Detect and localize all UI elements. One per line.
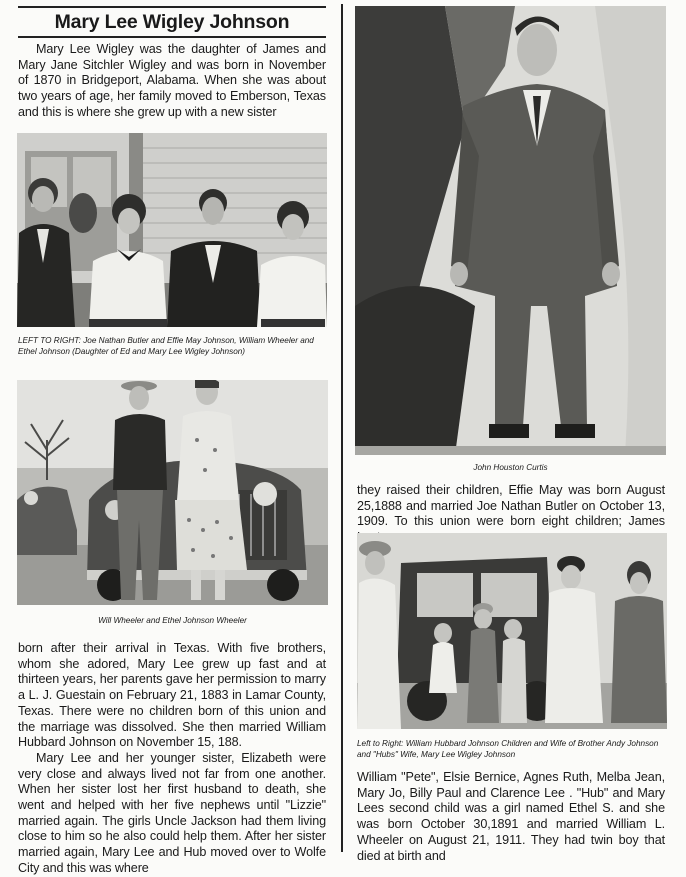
body-paragraph-3: they raised their children, Effie May was born August 25,1888 and married Joe Nathan Butler on October 13, 1909. To this union were born eight children; James [357, 483, 665, 529]
title-rule-bottom [18, 36, 326, 38]
photo-four-people [17, 133, 327, 327]
photo-johnson-children-group [357, 533, 667, 729]
article-title: Mary Lee Wigley Johnson [54, 11, 290, 33]
photo-couple-car-caption: Will Wheeler and Ethel Johnson Wheeler [98, 616, 247, 625]
intro-paragraph-block [18, 42, 326, 121]
photo-four-people-caption: LEFT TO RIGHT: Joe Nathan Butler and Effie May Johnson, William Wheeler and Ethel Johnson (Daughter of Ed and Mary Lee Wigley Johnson) [18, 336, 314, 356]
right-body-text-bottom [357, 770, 665, 864]
body-paragraph-4: William "Pete", Elsie Bernice, Agnes Ruth, Melba Jean, Mary Jo, Billy Paul and Clarence Lee . "Hub" and Mary Lees second child was a girl named Ethel S. and she was born October 30,1891 and married William L. Wheeler on August 21, 1911. They had twin boy that died at birth and [357, 770, 665, 863]
body-paragraph-1: born after their arrival in Texas. With five brothers, whom she adored, Mary Lee grew up fast and at thirteen years, her parents gave her permission to marry a L. J. Guestain on February 21, 1883 in Lamar County, Texas. There were no children born of this union and the marriage was dissolved. She then married William Hubbard Johnson on November 15, 188. [18, 641, 326, 750]
photo-john-houston-curtis [355, 6, 666, 455]
body-paragraph-2: Mary Lee and her younger sister, Elizabeth were very close and always lived not far from one another. When her sister lost her first husband to death, she went and helped with her five nephews until "Lizzie" married again. The girls Uncle Jackson had them living close to him so he also could help them. After her sister married again, Mary Lee and Hub moved over to Wolfe City and this was where [18, 750, 326, 875]
photo-couple-car [17, 380, 328, 605]
photo-john-houston-curtis-caption: John Houston Curtis [473, 463, 548, 472]
photo-johnson-children-group-caption: Left to Right: William Hubbard Johnson Children and Wife of Brother Andy Johnson and "Hubs" Wife, Mary Lee Wigley Johnson [357, 739, 659, 759]
intro-paragraph: Mary Lee Wigley was the daughter of James and Mary Jane Sitchler Wigley and was born in November of 1870 in Bridgeport, Alabama. When she was about two years of age, her family moved to Emberson, Texas and this is where she grew up with a new sister [18, 42, 326, 119]
left-body-text [18, 641, 326, 877]
title-rule-top [18, 6, 326, 8]
column-divider [341, 4, 343, 852]
